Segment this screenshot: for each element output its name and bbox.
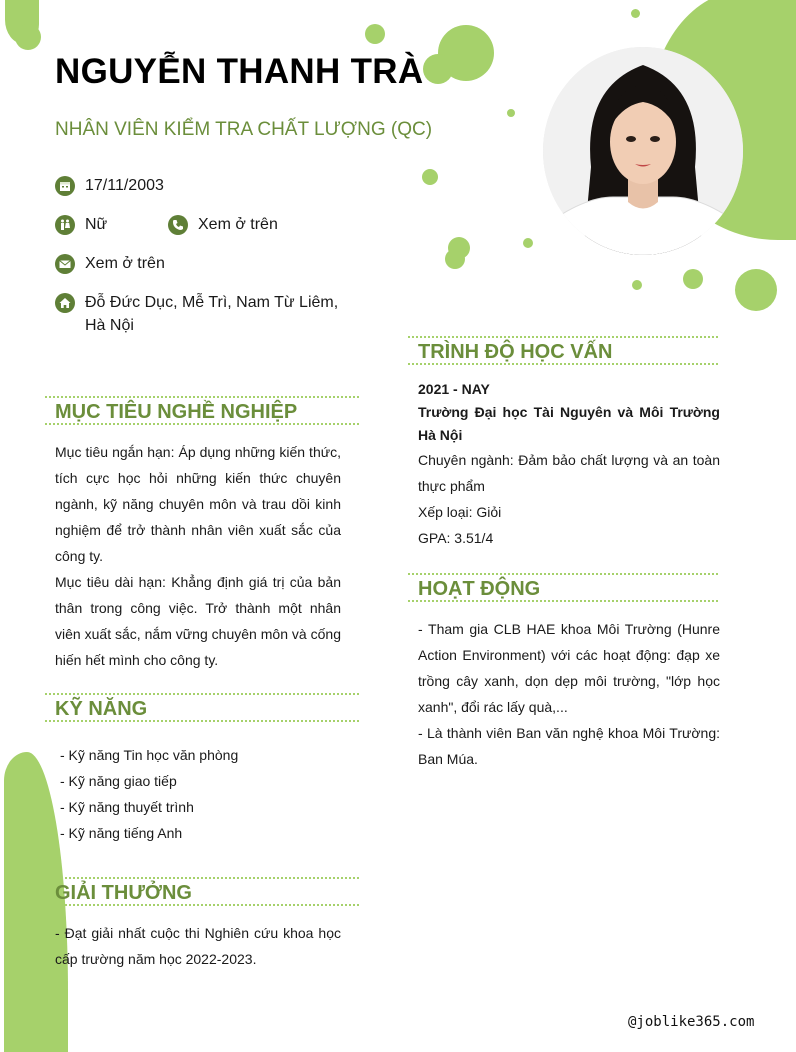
education-major: Chuyên ngành: Đảm bảo chất lượng và an toàn thực phẩm (418, 452, 720, 494)
home-icon (55, 293, 75, 313)
address (85, 291, 355, 338)
objective-long-term: Mục tiêu dài hạn: Khẳng định giá trị của bản thân trong công việc. Trở thành một nhân viên xuất sắc, nắm vững chuyên môn và cống hiến hết mình cho công ty. (55, 574, 341, 668)
dot (422, 169, 438, 185)
birthday: 17/11/2003 (85, 177, 164, 194)
email: Xem ở trên (85, 255, 165, 272)
education-period: 2021 - NAY (418, 381, 490, 397)
profile-photo (543, 47, 743, 255)
dot (631, 9, 640, 18)
portrait-illustration (543, 47, 743, 255)
gender: Nữ (85, 216, 108, 233)
objective-header (45, 396, 359, 425)
awards-text (55, 920, 341, 972)
activities-header (408, 573, 718, 602)
objective-short-term: Mục tiêu ngắn hạn: Áp dụng những kiến thức, tích cực học hỏi những kiến thức chuyên ngành, kỹ năng chuyên môn và trau dồi kinh nghiệm để trở thành nhân viên xuất sắc của công ty. (55, 444, 341, 564)
awards-header (45, 877, 359, 906)
education-gpa: GPA: 3.51/4 (418, 530, 494, 546)
activity-item: - Tham gia CLB HAE khoa Môi Trường (Hunre Action Environment) với các hoạt động: đạp xe trồng cây xanh, dọn dẹp môi trường, "lớp học xanh", đổi rác lấy quà,... (418, 621, 720, 715)
activities-text (418, 616, 720, 772)
dot (365, 24, 385, 44)
dot (735, 269, 777, 311)
job-title: NHÂN VIÊN KIỂM TRA CHẤT LƯỢNG (QC) (55, 119, 433, 140)
skill-item: - Kỹ năng tiếng Anh (60, 825, 183, 841)
gender-icon (55, 215, 75, 235)
dot (423, 54, 453, 84)
dot (507, 109, 515, 117)
skills-list (60, 742, 238, 846)
dot (523, 238, 533, 248)
dot (632, 280, 642, 290)
top-left-blob-dot (15, 24, 41, 50)
activities-title: HOẠT ĐỘNG (418, 578, 541, 600)
skills-title: KỸ NĂNG (55, 698, 148, 720)
dot (445, 249, 465, 269)
education-rank: Xếp loại: Giỏi (418, 504, 502, 520)
calendar-icon (55, 176, 75, 196)
candidate-name: NGUYỄN THANH TRÀ (55, 52, 424, 91)
education-school: Trường Đại học Tài Nguyên và Môi Trường Hà Nội (418, 404, 720, 443)
skill-item: - Kỹ năng giao tiếp (60, 773, 177, 789)
skill-item: - Kỹ năng thuyết trình (60, 799, 194, 815)
objective-text (55, 439, 341, 673)
objective-title: MỤC TIÊU NGHỀ NGHIỆP (55, 401, 298, 423)
award-item: - Đạt giải nhất cuộc thi Nghiên cứu khoa học cấp trường năm học 2022-2023. (55, 925, 341, 967)
awards-title: GIẢI THƯỞNG (55, 882, 192, 904)
phone-icon (168, 215, 188, 235)
education-title: TRÌNH ĐỘ HỌC VẤN (418, 341, 613, 363)
address-line-1: Đỗ Đức Dục, Mễ Trì, Nam Từ Liêm, (85, 294, 339, 311)
phone: Xem ở trên (198, 216, 278, 233)
address-line-2: Hà Nội (85, 317, 134, 334)
skill-item: - Kỹ năng Tin học văn phòng (60, 747, 239, 763)
skills-header (45, 693, 359, 722)
dot (683, 269, 703, 289)
education-details (418, 377, 720, 551)
watermark: @joblike365.com (628, 1014, 755, 1030)
education-header (408, 336, 718, 365)
activity-item: - Là thành viên Ban văn nghệ khoa Môi Trường: Ban Múa. (418, 725, 720, 767)
email-icon (55, 254, 75, 274)
